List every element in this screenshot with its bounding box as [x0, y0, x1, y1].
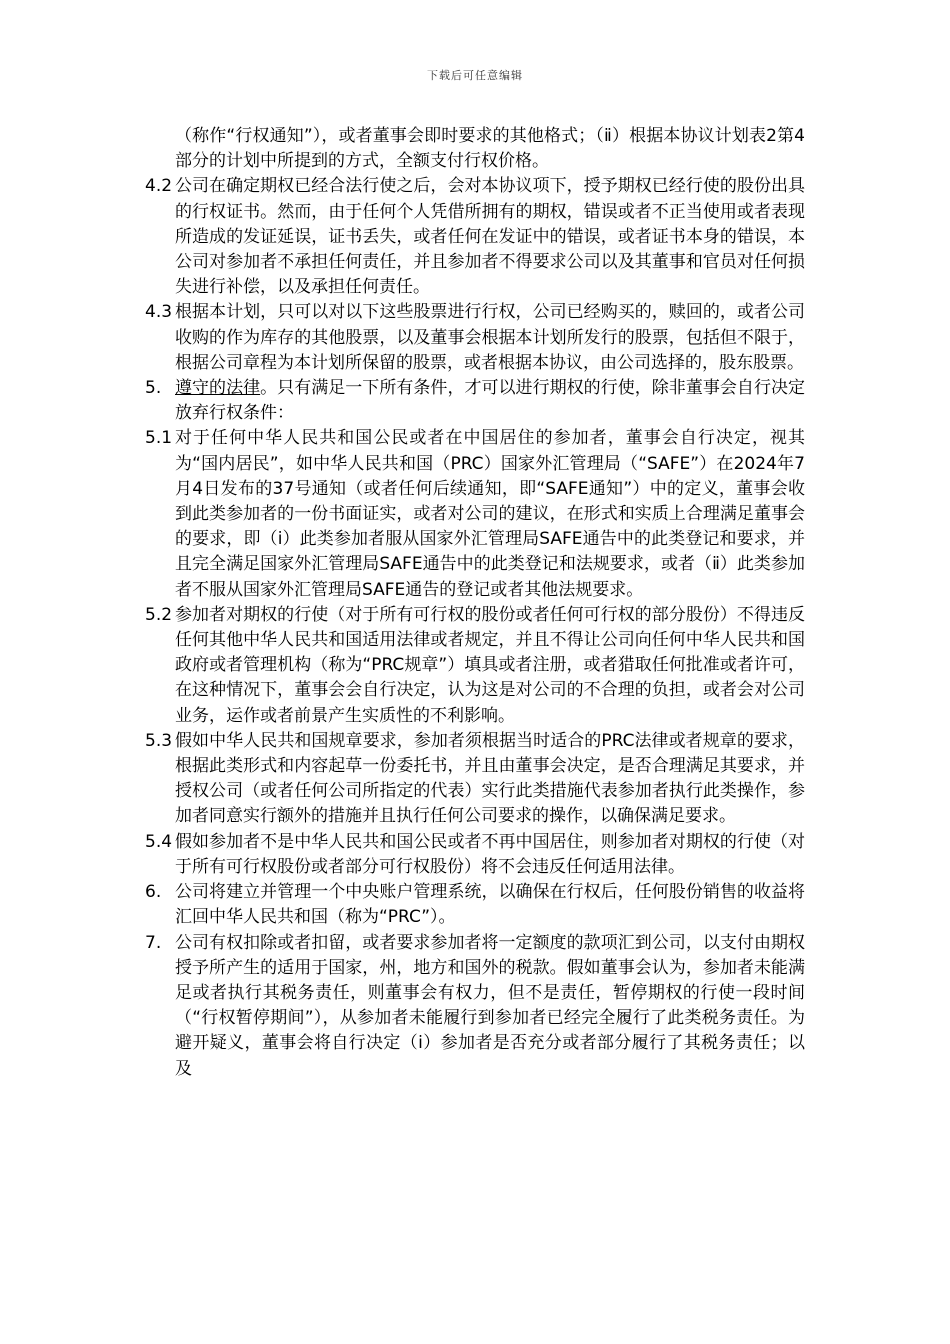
- paragraph-text: 假如参加者不是中华人民共和国公民或者不再中国居住，则参加者对期权的行使（对于所有可行权股份或者部分可行权股份）将不会违反任何适用法律。: [175, 831, 805, 877]
- paragraph-text: 公司将建立并管理一个中央账户管理系统，以确保在行权后，任何股份销售的收益将汇回中华人民共和国（称为“PRC”）。: [175, 882, 805, 928]
- paragraph-number: 5.: [145, 378, 162, 399]
- paragraph-5-3: [145, 729, 805, 830]
- paragraph-text: 假如中华人民共和国规章要求，参加者须根据当时适合的PRC法律或者规章的要求，根据此类形式和内容起草一份委托书，并且由董事会决定，是否合理满足其要求，并授权公司（或者任何公司所指定的代表）实行此类措施代表参加者执行此类操作，参加者同意实行额外的措施并且执行任何公司要求的操作，以确保满足要求。: [175, 730, 805, 827]
- paragraph-5-1: [145, 426, 805, 602]
- paragraph-number: 5.3: [145, 730, 173, 751]
- paragraph-text: 根据本计划，只可以对以下这些股票进行行权，公司已经购买的，赎回的，或者公司收购的作为库存的其他股票，以及董事会根据本计划所发行的股票，包括但不限于，根据公司章程为本计划所保留的股票，或者根据本协议，由公司选择的，股东股票。: [175, 302, 805, 373]
- paragraph-text: 。只有满足一下所有条件，才可以进行期权的行使，除非董事会自行决定放弃行权条件：: [175, 378, 806, 424]
- paragraph-text: 公司在确定期权已经合法行使之后，会对本协议项下，授予期权已经行使的股份出具的行权证书。然而，由于任何个人凭借所拥有的期权，错误或者不正当使用或者表现所造成的发证延误，证书丢失，或者任何在发证中的错误，或者证书本身的错误，本公司对参加者不承担任何责任，并且参加者不得要求公司以及其董事和官员对任何损失进行补偿，以及承担任何责任。: [175, 176, 805, 298]
- paragraph-5-4: [145, 830, 805, 880]
- paragraph-number: 5.4: [145, 831, 173, 852]
- paragraph-5: [145, 376, 805, 426]
- paragraph-number: 4.3: [145, 302, 173, 323]
- paragraph-number: 4.2: [145, 176, 173, 197]
- paragraph-number: 5.1: [145, 428, 173, 449]
- page-header: 下载后可任意编辑: [427, 69, 523, 82]
- paragraph-4-3: [145, 300, 805, 376]
- paragraph-text: 参加者对期权的行使（对于所有可行权的股份或者任何可行权的部分股份）不得违反任何其他中华人民共和国适用法律或者规定，并且不得让公司向任何中华人民共和国政府或者管理机构（称为“PRC规章”）填具或者注册，或者猎取任何批准或者许可，在这种情况下，董事会会自行决定，认为这是对公司的不合理的负担，或者会对公司业务，运作或者前景产生实质性的不利影响。: [175, 604, 805, 726]
- paragraph-text: 公司有权扣除或者扣留，或者要求参加者将一定额度的款项汇到公司，以支付由期权授予所产生的适用于国家，州，地方和国外的税款。假如董事会认为，参加者未能满足或者执行其税务责任，则董事会有权力，但不是责任，暂停期权的行使一段时间（“行权暂停期间”），从参加者未能履行到参加者已经完全履行了此类税务责任。为避开疑义，董事会将自行决定（ⅰ）参加者是否充分或者部分履行了其税务责任；以及: [175, 932, 805, 1079]
- paragraph-continuation: [145, 124, 805, 174]
- paragraph-7: [145, 931, 805, 1082]
- paragraph-5-2: [145, 603, 805, 729]
- paragraph-6: [145, 880, 805, 930]
- paragraph-text: 对于任何中华人民共和国公民或者在中国居住的参加者，董事会自行决定，视其为“国内居民”，如中华人民共和国（PRC）国家外汇管理局（“SAFE”）在2024年7月4日发布的37号通知（或者任何后续通知，即“SAFE通知”）中的定义，董事会收到此类参加者的一份书面证实，或者对公司的建议，在形式和实质上合理满足董事会的要求，即（ⅰ）此类参加者服从国家外汇管理局SAFE通告中的此类登记和要求，并且完全满足国家外汇管理局SAFE通告中的此类登记和法规要求，或者（ⅱ）此类参加者不服从国家外汇管理局SAFE通告的登记或者其他法规要求。: [175, 428, 805, 600]
- paragraph-number: 6.: [145, 882, 162, 903]
- paragraph-4-2: [145, 174, 805, 300]
- paragraph-text: （称作“行权通知”），或者董事会即时要求的其他格式；（ⅱ）根据本协议计划表2第4部分的计划中所提到的方式，全额支付行权价格。: [175, 126, 805, 172]
- paragraph-number: 5.2: [145, 604, 173, 625]
- paragraph-number: 7.: [145, 932, 162, 953]
- section-title: 遵守的法律: [175, 378, 261, 399]
- document-body: [145, 124, 805, 1082]
